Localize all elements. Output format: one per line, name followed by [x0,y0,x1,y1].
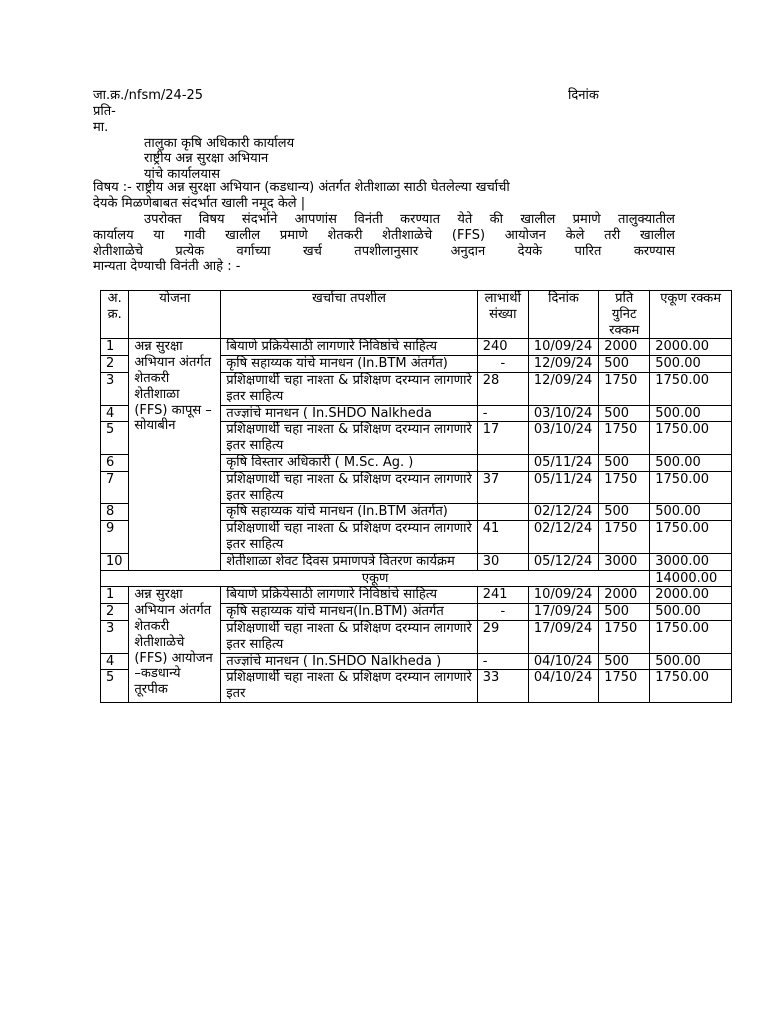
cell-rate: 3000 [599,553,650,570]
cell-qty: 28 [477,372,528,405]
address-line: यांचे कार्यालयास [144,167,221,183]
cell-amount: 500.00 [650,504,732,521]
cell-rate: 1750 [599,670,650,703]
cell-qty [477,454,528,471]
address-line: राष्ट्रीय अन्न सुरक्षा अभियान [144,151,269,167]
header-scheme: योजना [129,291,221,339]
cell-amount: 3000.00 [650,553,732,570]
cell-qty: 37 [477,471,528,504]
cell-rate: 500 [599,653,650,670]
cell-qty: 17 [477,422,528,455]
total-row [101,570,732,587]
cell-item: प्रशिक्षणार्थी चहा नाश्ता & प्रशिक्षण दरम्यान लागणारे इतर साहित्य [221,422,477,455]
cell-scheme: अन्न सुरक्षा अभियान अंतर्गत शेतकरी शेतीशाळा (FFS) कापूस – सोयाबीन [129,339,221,570]
cell-sr: 1 [101,339,129,356]
cell-sr: 3 [101,620,129,653]
cell-sr: 5 [101,422,129,455]
cell-item: प्रशिक्षणार्थी चहा नाश्ता & प्रशिक्षण दरम्यान लागणारे इतर साहित्य [221,372,477,405]
cell-sr: 4 [101,405,129,422]
subject-line: विषय :- राष्ट्रीय अन्न सुरक्षा अभियान (कडधान्य) अंतर्गत शेतीशाळा साठी घेतलेल्या खर्चाची [93,180,510,195]
cell-sr: 2 [101,604,129,621]
cell-item: प्रशिक्षणार्थी चहा नाश्ता & प्रशिक्षण दरम्यान लागणारे इतर साहित्य [221,471,477,504]
cell-qty: 30 [477,553,528,570]
cell-amount: 500.00 [650,653,732,670]
cell-sr: 7 [101,471,129,504]
cell-date: 05/11/24 [528,471,598,504]
expense-table [100,290,732,703]
cell-rate: 1750 [599,620,650,653]
cell-date: 12/09/24 [528,356,598,373]
cell-qty: 241 [477,587,528,604]
cell-scheme: अन्न सुरक्षा अभियान अंतर्गत शेतकरी शेतीशाळेचे (FFS) आयोजन –कडधान्ये तूरपीक [129,587,221,703]
cell-item: प्रशिक्षणार्थी चहा नाश्ता & प्रशिक्षण दरम्यान लागणारे इतर साहित्य [221,620,477,653]
cell-rate: 500 [599,604,650,621]
cell-date: 17/09/24 [528,620,598,653]
header-rate: प्रति युनिट रक्कम [599,291,650,339]
cell-amount: 1750.00 [650,372,732,405]
cell-date: 05/11/24 [528,454,598,471]
table-row [101,587,732,604]
cell-rate: 500 [599,356,650,373]
table-header-row [101,291,732,339]
cell-sr: 8 [101,504,129,521]
total-value: 14000.00 [650,570,732,587]
address-line: तालुका कृषि अधिकारी कार्यालय [144,135,295,151]
cell-sr: 1 [101,587,129,604]
cell-rate: 1750 [599,372,650,405]
body-line: उपरोक्त विषय संदर्भाने आपणांस विनंती करण्यात येते की खालील प्रमाणे तालुक्यातील [144,212,675,227]
cell-qty: 33 [477,670,528,703]
cell-qty [477,504,528,521]
date-label: दिनांक [568,88,599,103]
header-date: दिनांक [528,291,598,339]
table-row [101,339,732,356]
cell-amount: 1750.00 [650,422,732,455]
cell-amount: 2000.00 [650,587,732,604]
cell-amount: 1750.00 [650,521,732,554]
cell-qty: - [477,604,528,621]
cell-qty: 29 [477,620,528,653]
cell-amount: 2000.00 [650,339,732,356]
cell-qty: - [477,405,528,422]
header-qty: लाभार्थी संख्या [477,291,528,339]
cell-item: कृषि सहाय्यक यांचे मानधन(In.BTM) अंतर्गत [221,604,477,621]
cell-amount: 1750.00 [650,620,732,653]
cell-rate: 500 [599,454,650,471]
reference-number: जा.क्र./nfsm/24-25 [93,88,204,103]
cell-rate: 500 [599,405,650,422]
cell-item: बियाणे प्रक्रियेसाठी लागणारे निविष्ठांचे साहित्य [221,587,477,604]
cell-rate: 1750 [599,422,650,455]
cell-rate: 500 [599,504,650,521]
cell-rate: 2000 [599,339,650,356]
cell-item: प्रशिक्षणार्थी चहा नाश्ता & प्रशिक्षण दरम्यान लागणारे इतर साहित्य [221,521,477,554]
body-line: कार्यालय या गावी खालील प्रमाणे शेतकरी शेतीशाळेचे (FFS) आयोजन केले तरी खालील [93,227,675,243]
cell-date: 10/09/24 [528,339,598,356]
cell-sr: 6 [101,454,129,471]
cell-sr: 3 [101,372,129,405]
body-line: शेतीशाळेचे प्रत्येक वर्गाच्या खर्च तपशीलानुसार अनुदान देयके पारित करण्यास [93,243,675,259]
address-line: प्रति- [93,104,116,119]
cell-amount: 500.00 [650,356,732,373]
cell-date: 04/10/24 [528,653,598,670]
cell-item: प्रशिक्षणार्थी चहा नाश्ता & प्रशिक्षण दरम्यान लागणारे इतर [221,670,477,703]
cell-date: 10/09/24 [528,587,598,604]
cell-item: बियाणे प्रक्रियेसाठी लागणारे निविष्ठांचे साहित्य [221,339,477,356]
cell-item: कृषि सहाय्यक यांचे मानधन (In.BTM अंतर्गत) [221,356,477,373]
cell-amount: 500.00 [650,454,732,471]
cell-qty: - [477,653,528,670]
cell-item: कृषि सहाय्यक यांचे मानधन (In.BTM अंतर्गत) [221,504,477,521]
header-amount: एकूण रक्कम [650,291,732,339]
address-block [93,104,294,183]
cell-date: 12/09/24 [528,372,598,405]
cell-sr: 10 [101,553,129,570]
cell-date: 02/12/24 [528,521,598,554]
total-label: एकूण [101,570,650,587]
header-item: खर्चाचा तपशील [221,291,477,339]
cell-date: 03/10/24 [528,405,598,422]
cell-rate: 1750 [599,471,650,504]
subject-line: देयके मिळणेबाबत संदर्भात खाली नमूद केले | [93,195,306,211]
subject-paragraph [93,180,675,212]
cell-item: तज्ज्ञांचे मानधन ( In.SHDO Nalkheda [221,405,477,422]
cell-date: 05/12/24 [528,553,598,570]
cell-date: 03/10/24 [528,422,598,455]
cell-amount: 500.00 [650,405,732,422]
cell-sr: 9 [101,521,129,554]
cell-date: 02/12/24 [528,504,598,521]
body-line: मान्यता देण्याची विनंती आहे : - [93,259,241,275]
cell-rate: 2000 [599,587,650,604]
cell-item: कृषि विस्तार अधिकारी ( M.Sc. Ag. ) [221,454,477,471]
cell-amount: 1750.00 [650,670,732,703]
cell-item: शेतीशाळा शेवट दिवस प्रमाणपत्रे वितरण कार्यक्रम [221,553,477,570]
cell-amount: 1750.00 [650,471,732,504]
cell-qty: - [477,356,528,373]
header-sr: अ. क्र. [101,291,129,339]
cell-sr: 5 [101,670,129,703]
address-line: मा. [93,119,109,135]
cell-amount: 500.00 [650,604,732,621]
cell-sr: 4 [101,653,129,670]
cell-qty: 240 [477,339,528,356]
body-paragraph [93,212,675,275]
cell-sr: 2 [101,356,129,373]
cell-item: तज्ज्ञांचे मानधन ( In.SHDO Nalkheda ) [221,653,477,670]
cell-rate: 1750 [599,521,650,554]
cell-date: 04/10/24 [528,670,598,703]
cell-qty: 41 [477,521,528,554]
cell-date: 17/09/24 [528,604,598,621]
